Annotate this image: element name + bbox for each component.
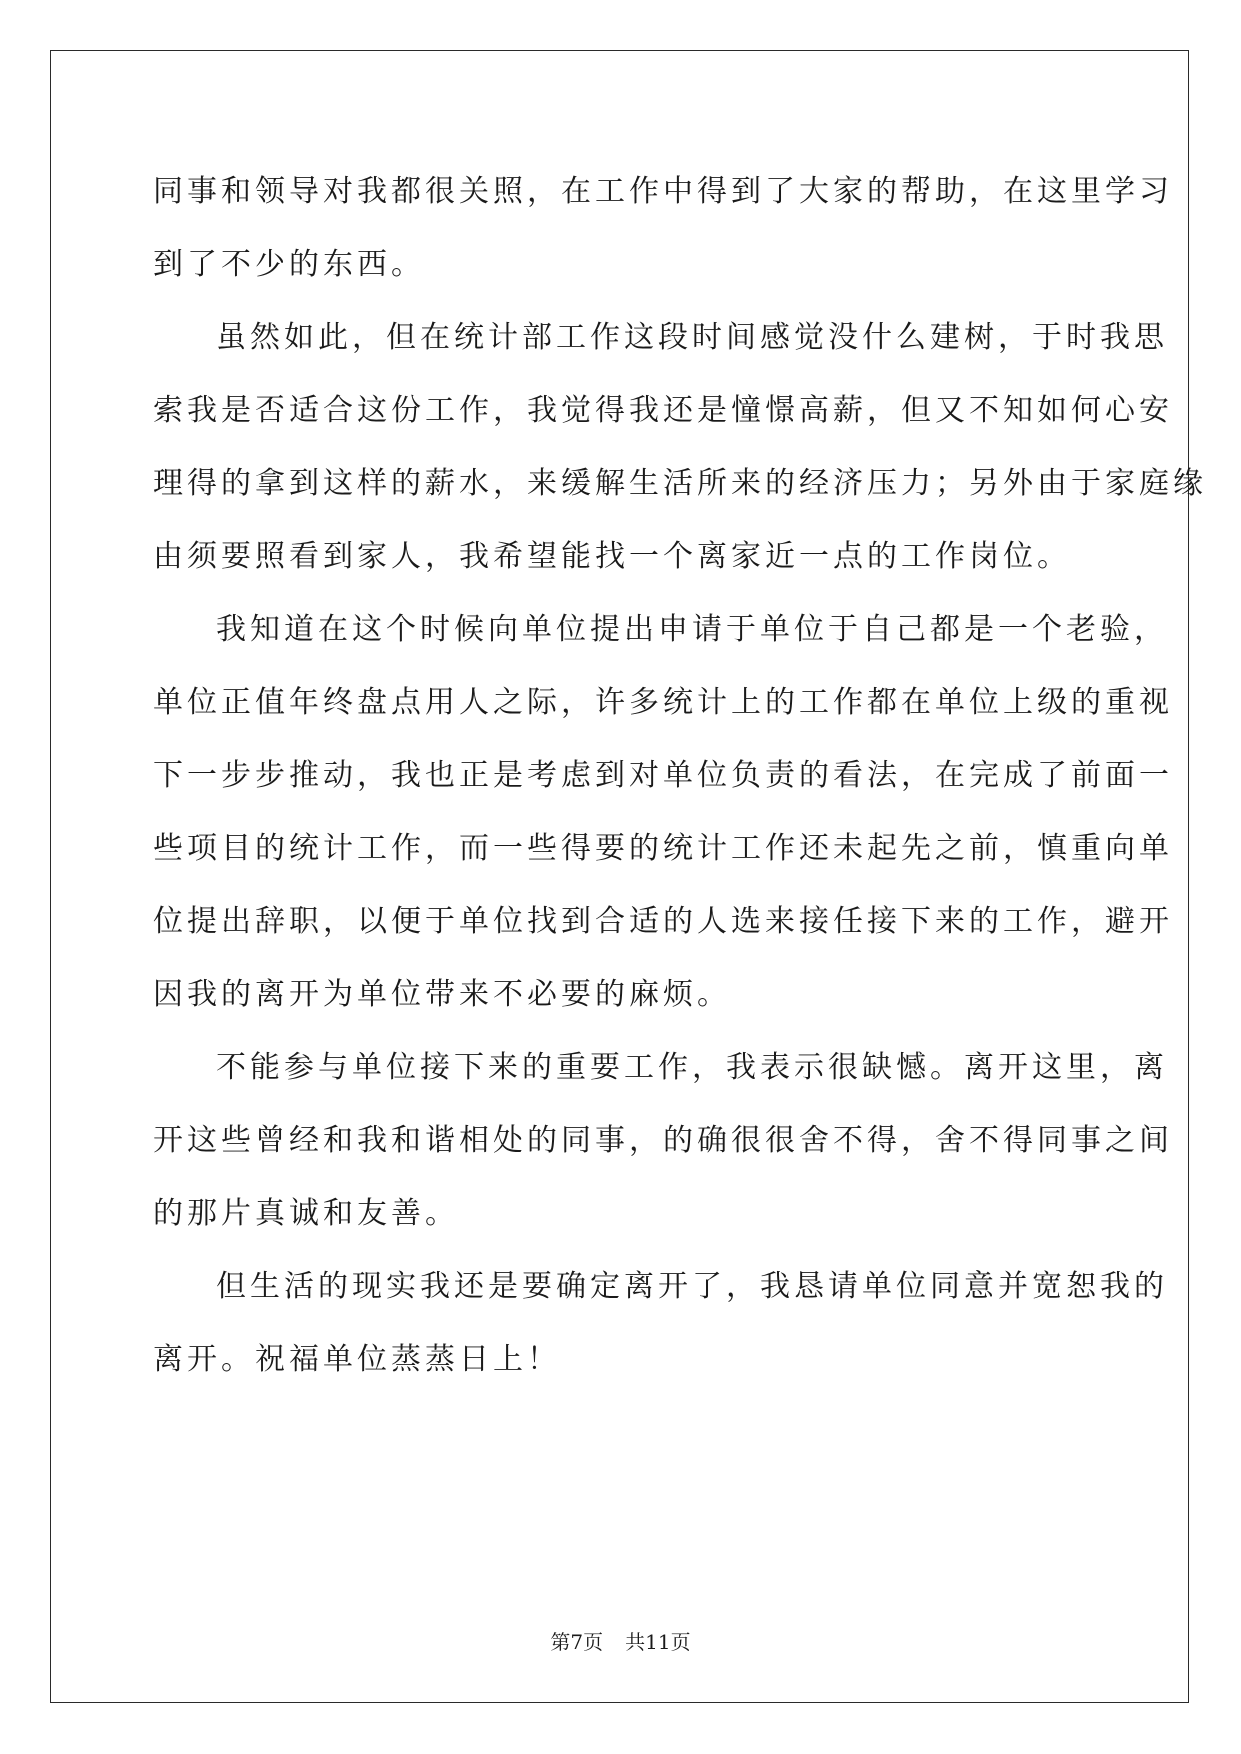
text-line: 理得的拿到这样的薪水，来缓解生活所来的经济压力；另外由于家庭缘 [153, 466, 1207, 501]
text-line: 索我是否适合这份工作，我觉得我还是憧憬高薪，但又不知如何心安 [153, 393, 1173, 428]
page-total: 共11页 [625, 1630, 691, 1654]
text-line: 因我的离开为单位带来不必要的麻烦。 [153, 977, 731, 1012]
page-footer [0, 1626, 1241, 1655]
text-line: 的那片真诚和友善。 [153, 1196, 459, 1231]
text-line: 下一步步推动，我也正是考虑到对单位负责的看法，在完成了前面一 [153, 758, 1173, 793]
text-line: 到了不少的东西。 [153, 247, 425, 282]
text-line: 由须要照看到家人，我希望能找一个离家近一点的工作岗位。 [153, 539, 1071, 574]
text-line: 位提出辞职，以便于单位找到合适的人选来接任接下来的工作，避开 [153, 904, 1173, 939]
text-line: 单位正值年终盘点用人之际，许多统计上的工作都在单位上级的重视 [153, 685, 1173, 720]
paragraph-start-line: 虽然如此，但在统计部工作这段时间感觉没什么建树，于时我思 [216, 320, 1168, 355]
text-line: 离开。祝福单位蒸蒸日上！ [153, 1342, 561, 1377]
text-line: 些项目的统计工作，而一些得要的统计工作还未起先之前，慎重向单 [153, 831, 1173, 866]
text-line: 开这些曾经和我和谐相处的同事，的确很很舍不得，舍不得同事之间 [153, 1123, 1173, 1158]
paragraph-start-line: 我知道在这个时候向单位提出申请于单位于自己都是一个老验， [216, 612, 1168, 647]
paragraph-start-line: 不能参与单位接下来的重要工作，我表示很缺憾。离开这里，离 [216, 1050, 1168, 1085]
page-number: 第7页 [550, 1630, 604, 1654]
document-body [153, 155, 1207, 1396]
text-line: 同事和领导对我都很关照，在工作中得到了大家的帮助，在这里学习 [153, 174, 1173, 209]
paragraph-start-line: 但生活的现实我还是要确定离开了，我恳请单位同意并宽恕我的 [216, 1269, 1168, 1304]
